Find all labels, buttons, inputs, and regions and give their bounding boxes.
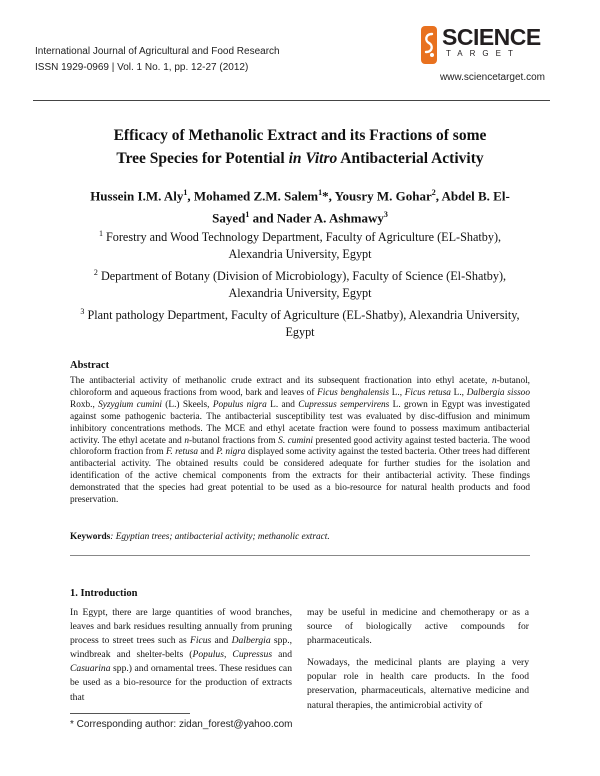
corresponding-author-footnote: * Corresponding author: zidan_forest@yahoo.com — [70, 719, 293, 730]
keywords-text: : Egyptian trees; antibacterial activity; methanolic extract. — [110, 532, 330, 542]
logo-emblem-icon — [420, 26, 438, 64]
author-list: Hussein I.M. Aly$^1$, Mohamed Z.M. Salem$^1$*, Yousry M. Gohar$^2$, Abdel B. El-Sayed$^1$ and Nader A. Ashmawy$^3$ — [90, 188, 510, 226]
affiliation-3: $^3$ Plant pathology Department, Faculty of Agriculture (EL-Shatby), Alexandria University, Egypt — [80, 307, 520, 340]
affiliation-2: $^2$ Department of Botany (Division of Microbiology), Faculty of Science (El-Shatby), Alexandria University, Egypt — [93, 268, 507, 301]
intro-right-column — [307, 606, 529, 721]
affiliation-1: $^1$ Forestry and Wood Technology Department, Faculty of Agriculture (EL-Shatby), Alexandria University, Egypt — [98, 229, 502, 262]
abstract-body: The antibacterial activity of methanolic crude extract and its subsequent fractionation into ethyl acetate, n-butanol, chloroform and aqueous fractions from wood, bark and leaves of Ficus benghalensis L., Ficus retusa L., Dalbergia sissoo Roxb., Syzygium cumini (L.) Skeels, Populus nigra L. and Cupressus sempervirens L. grown in Egypt was investigated against some pathogenic bacteria. The antibacterial susceptibility test was evaluated by disc-diffusion and minimum inhibitory concentrations methods. The MCE and ethyl acetate fraction were found to possess maximum antibacterial activity. The ethyl acetate and n-butanol fractions from S. cumini presented good activity against tested bacteria. The wood chloroform fraction from F. retusa and P. nigra displayed some activity against the tested bacteria. Other trees had different antibacterial activity. The obtained results could be considered adequate for further studies for the isolation and identification of the active chemical components from the extracts for their antibacterial activity. These findings demonstrated that the species had great potential to be used as a bio-resource for natural health products and food preservation. — [70, 376, 531, 506]
intro-right-paragraph-1: may be useful in medicine and chemotherapy or as a source of biologically active compounds for pharmaceuticals. — [307, 607, 529, 647]
footnote-divider — [70, 713, 190, 714]
logo-subtext: TARGET — [446, 49, 520, 58]
keywords-label: Keywords — [70, 532, 111, 542]
abstract-divider — [70, 555, 530, 556]
journal-name: International Journal of Agricultural and Food Research — [35, 46, 280, 57]
issn-line: ISSN 1929-0969 | Vol. 1 No. 1, pp. 12-27 (2012) — [35, 62, 249, 73]
keywords — [70, 532, 330, 542]
journal-info — [35, 44, 280, 76]
abstract-heading: Abstract — [70, 360, 110, 371]
intro-left-column: In Egypt, there are large quantities of wood branches, leaves and bark residues resulting annually from pruning process to street trees such as Ficus and Dalbergia spp., windbreak and shelter-belts (Populus, Cupressus and Casuarina spp.) and ornamental trees. These residues can be used as a bio-resource for the production of extracts that — [70, 607, 292, 703]
title-line-2: Tree Species for Potential in Vitro Antibacterial Activity — [116, 150, 484, 167]
title-line-1: Efficacy of Methanolic Extract and its Fractions of some — [113, 127, 487, 144]
logo-wordmark: SCIENCE — [442, 24, 541, 50]
intro-right-paragraph-2: Nowadays, the medicinal plants are playing a very popular role in health care products. In the food preservation, pharmaceuticals, alternative medicine and natural therapies, the antimicrobial activity of — [307, 657, 529, 711]
paper-title — [80, 124, 520, 170]
intro-heading: 1. Introduction — [70, 588, 138, 599]
science-target-logo — [420, 24, 550, 64]
header-divider — [33, 100, 550, 101]
website-link[interactable]: www.sciencetarget.com — [439, 72, 545, 83]
